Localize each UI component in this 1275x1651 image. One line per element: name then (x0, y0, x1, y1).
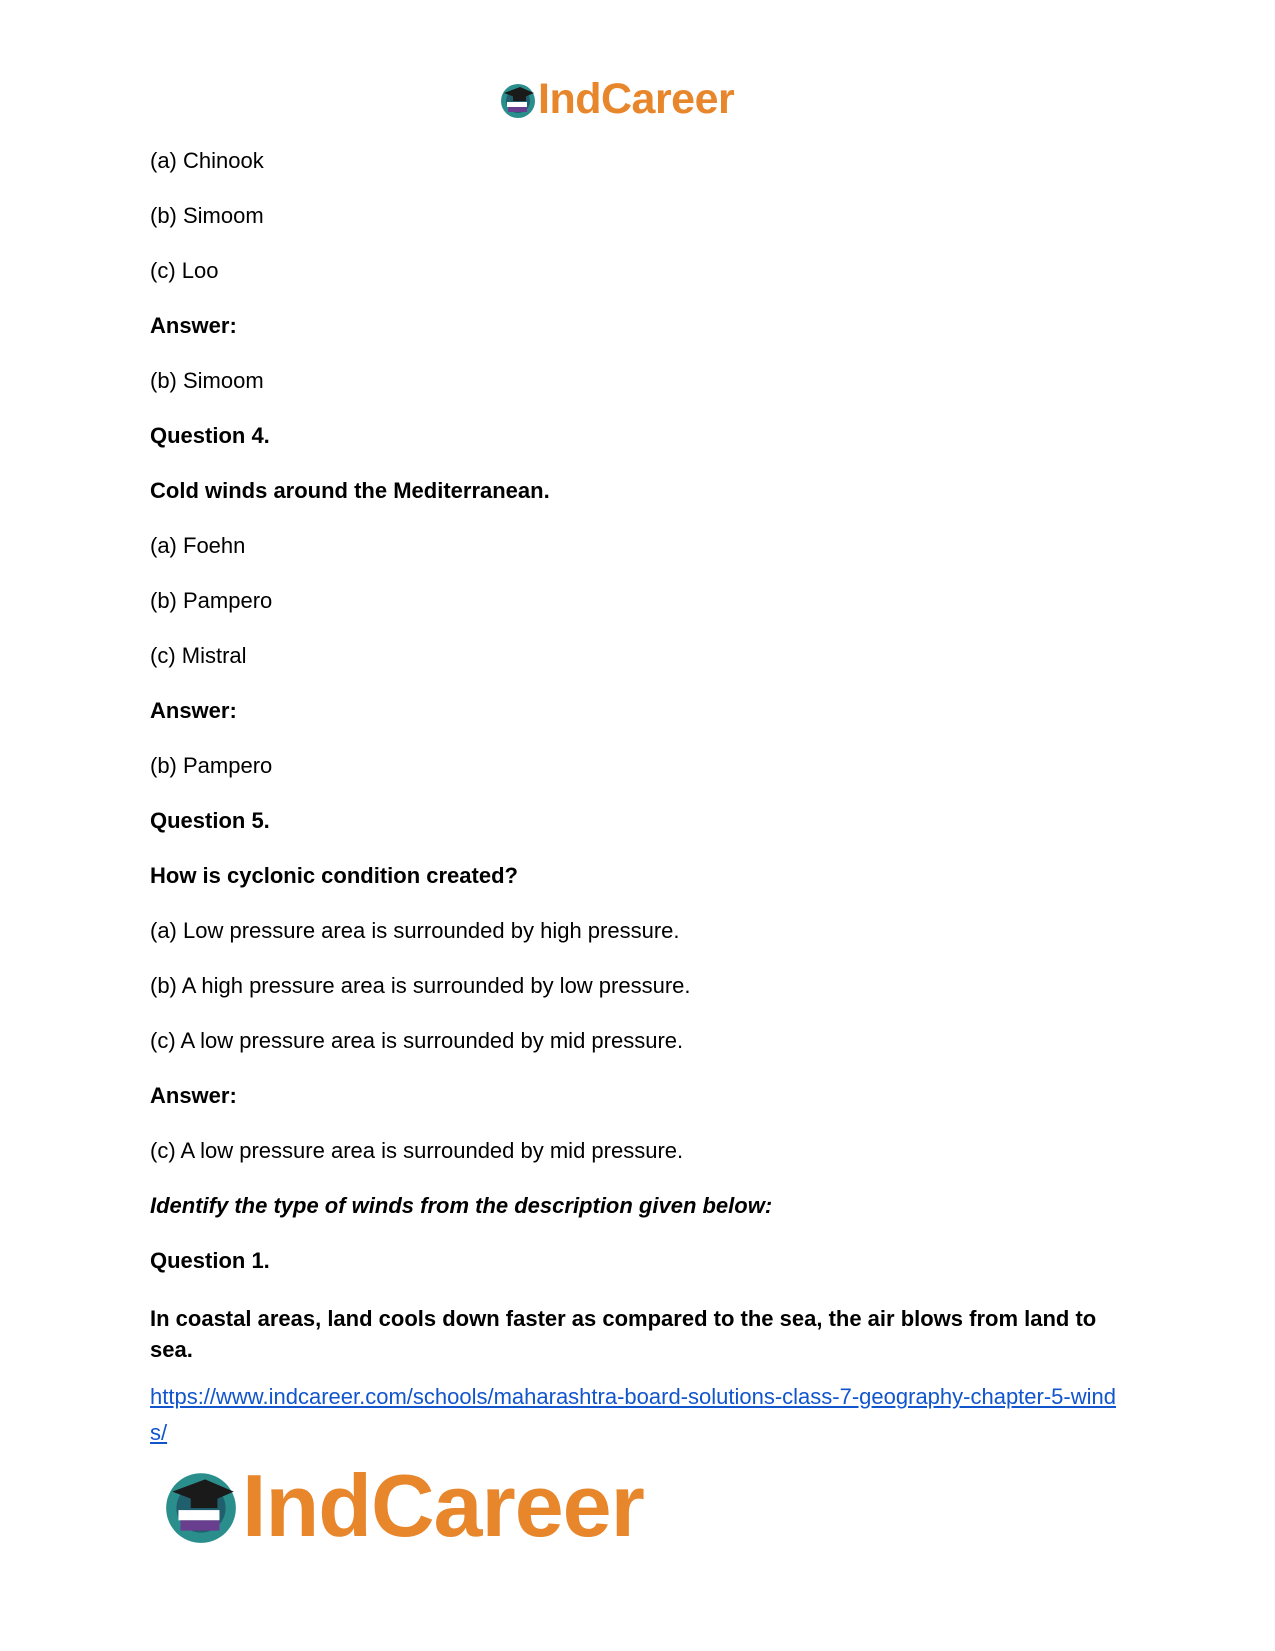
header-logo (498, 75, 735, 123)
option-line: (c) Loo (150, 258, 219, 283)
question-text: In coastal areas, land cools down faster as compared to the sea, the air blows from land to sea. (150, 1306, 1097, 1362)
graduation-cap-books-icon (498, 80, 538, 120)
option-line: (c) Mistral (150, 643, 247, 668)
question-heading: Question 5. (150, 808, 270, 833)
option-line: (c) A low pressure area is surrounded by mid pressure. (150, 1028, 684, 1053)
logo-text: IndCareer (538, 75, 735, 123)
source-link[interactable]: https://www.indcareer.com/schools/maharashtra-board-solutions-class-7-geography-chapter-5-winds/ (150, 1384, 1116, 1445)
option-line: (a) Foehn (150, 533, 246, 558)
answer-label: Answer: (150, 698, 237, 723)
option-line: (b) Pampero (150, 588, 273, 613)
question-heading: Question 4. (150, 423, 270, 448)
section-instruction: Identify the type of winds from the description given below: (150, 1193, 773, 1218)
logo-text: IndCareer (242, 1456, 644, 1555)
question-heading: Question 1. (150, 1248, 270, 1273)
option-line: (a) Chinook (150, 148, 264, 173)
question-text: Cold winds around the Mediterranean. (150, 478, 550, 503)
footer-logo (160, 1456, 644, 1555)
answer-text: (b) Pampero (150, 753, 273, 778)
answer-text: (b) Simoom (150, 368, 264, 393)
answer-label: Answer: (150, 313, 237, 338)
option-line: (b) A high pressure area is surrounded by low pressure. (150, 973, 691, 998)
document-content (150, 148, 1130, 1451)
answer-label: Answer: (150, 1083, 237, 1108)
answer-text: (c) A low pressure area is surrounded by mid pressure. (150, 1138, 684, 1163)
option-line: (b) Simoom (150, 203, 264, 228)
graduation-cap-books-icon (160, 1465, 242, 1547)
option-line: (a) Low pressure area is surrounded by high pressure. (150, 918, 680, 943)
question-text: How is cyclonic condition created? (150, 863, 518, 888)
